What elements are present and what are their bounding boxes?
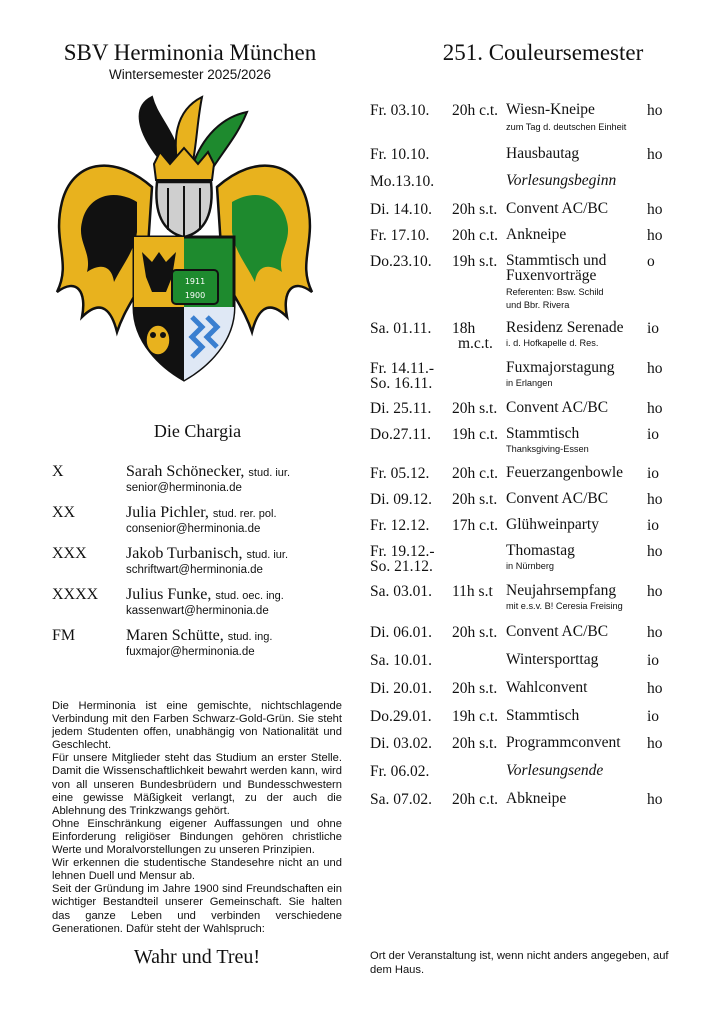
chargia-member-x [52, 463, 372, 503]
event-note: Referenten: Bsw. Schild [506, 287, 604, 297]
event-note: in Erlangen [506, 378, 553, 388]
event-title: Residenz Serenade [506, 319, 624, 336]
member-name: Jakob Turbanisch, [126, 545, 243, 562]
event-date: Fr. 19.12.- [370, 543, 435, 560]
member-email[interactable]: schriftwart@herminonia.de [126, 564, 263, 576]
crest-year-1: 1911 [184, 277, 206, 286]
event-title: Stammtisch [506, 425, 580, 442]
about-paragraph: Für unsere Mitglieder steht das Studium an erster Stelle. Damit die Wissenschaftlichkeit bewahrt werden kann, wird von all unseren Bundesbrüdern und Bundesschwestern eine gewisse Mäßigkeit verlangt, zu der auch die Ablehnung des Trinkzwangs gehört. [52, 752, 342, 817]
event-location: ho [647, 400, 663, 417]
event-row [370, 201, 670, 229]
event-title: Thomastag [506, 542, 575, 559]
about-text [52, 700, 342, 936]
event-row [370, 426, 670, 454]
event-date: Fr. 12.12. [370, 517, 430, 534]
event-location: o [647, 253, 655, 270]
event-time: 20h s.t. [452, 201, 498, 218]
event-location: ho [647, 735, 663, 752]
chargia-member-fm [52, 627, 372, 667]
event-title: Ankneipe [506, 226, 567, 243]
event-title: Neujahrsempfang [506, 582, 617, 599]
event-location: ho [647, 227, 663, 244]
member-study: stud. ing. [227, 631, 273, 643]
event-row [370, 652, 670, 680]
event-title: Vorlesungsbeginn [506, 172, 617, 189]
event-date: Di. 25.11. [370, 400, 432, 417]
about-paragraph: Wir erkennen die studentische Standesehre nicht an und lehnen Duell und Mensur ab. [52, 857, 342, 883]
event-time: 19h c.t. [452, 426, 499, 443]
event-row [370, 227, 670, 255]
event-title: Wahlconvent [506, 679, 588, 696]
event-date: Fr. 14.11.- [370, 360, 435, 377]
event-row [370, 465, 670, 493]
event-location: ho [647, 201, 663, 218]
event-note: Thanksgiving-Essen [506, 444, 589, 454]
event-location: ho [647, 583, 663, 600]
event-location: ho [647, 102, 663, 119]
event-time: 20h s.t. [452, 735, 498, 752]
event-row [370, 708, 670, 736]
member-name: Sarah Schönecker, [126, 463, 245, 480]
event-title: Wiesn-Kneipe [506, 101, 595, 118]
event-note: i. d. Hofkapelle d. Res. [506, 338, 599, 348]
rank-label: XX [52, 504, 76, 521]
event-note: zum Tag d. deutschen Einheit [506, 122, 627, 132]
crest-year-2: 1900 [184, 291, 206, 300]
chargia-member-xxxx [52, 586, 372, 626]
event-date: Sa. 10.01. [370, 652, 432, 669]
event-title: Feuerzangenbowle [506, 464, 624, 481]
footer-note: Ort der Veranstaltung ist, wenn nicht anders angegeben, auf dem Haus. [370, 950, 669, 976]
event-date: Di. 09.12. [370, 491, 432, 508]
event-row [370, 252, 670, 310]
member-study: stud. iur. [246, 549, 289, 561]
event-date-end: So. 16.11. [370, 375, 433, 392]
event-note-line-2: und Bbr. Rivera [506, 300, 570, 310]
event-note: mit e.s.v. B! Ceresia Freising [506, 601, 623, 611]
organization-title: SBV Herminonia München [63, 40, 317, 65]
member-email[interactable]: senior@herminonia.de [126, 482, 242, 494]
event-date: Fr. 05.12. [370, 465, 430, 482]
member-name: Julius Funke, [126, 586, 212, 603]
event-row [370, 624, 670, 652]
event-date: Fr. 17.10. [370, 227, 430, 244]
event-time: 20h c.t. [452, 791, 499, 808]
event-date: Di. 14.10. [370, 201, 432, 218]
event-time: 20h s.t. [452, 491, 498, 508]
rank-label: XXX [52, 545, 87, 562]
event-time: 18h [452, 320, 476, 337]
event-title: Glühweinparty [506, 516, 599, 533]
event-date: Fr. 06.02. [370, 763, 430, 780]
event-title-line-2: Fuxenvorträge [506, 267, 597, 284]
event-row [370, 102, 670, 130]
program-title: 251. Couleursemester [442, 40, 644, 65]
event-time: 11h s.t [452, 583, 493, 600]
event-location: io [647, 708, 660, 725]
event-date-end: So. 21.12. [370, 558, 433, 575]
event-title: Wintersporttag [506, 651, 599, 668]
event-title: Stammtisch und [506, 252, 607, 269]
event-row [370, 146, 670, 174]
motto: Wahr und Treu! [133, 946, 261, 968]
event-title: Convent AC/BC [506, 200, 609, 217]
event-date: Sa. 03.01. [370, 583, 432, 600]
event-location: io [647, 465, 660, 482]
event-row [370, 517, 670, 545]
event-location: ho [647, 360, 663, 377]
member-study: stud. rer. pol. [212, 508, 277, 520]
event-location: ho [647, 624, 663, 641]
event-date: Do.27.11. [370, 426, 431, 443]
event-date: Do.23.10. [370, 253, 432, 270]
member-email[interactable]: kassenwart@herminonia.de [126, 605, 269, 617]
event-time: 20h c.t. [452, 465, 499, 482]
chargia-member-xxx [52, 545, 372, 585]
event-title: Convent AC/BC [506, 623, 609, 640]
event-date: Di. 20.01. [370, 680, 432, 697]
event-date: Di. 06.01. [370, 624, 432, 641]
chargia-heading: Die Chargia [153, 421, 242, 441]
event-date: Di. 03.02. [370, 735, 432, 752]
event-date: Sa. 07.02. [370, 791, 432, 808]
member-name: Maren Schütte, [126, 627, 224, 644]
about-paragraph: Seit der Gründung im Jahre 1900 sind Freundschaften ein wichtiger Bestandteil unserer Gemeinschaft. Sie halten das ganze Leben und verbinden verschiedene Generationen. Dafür steht der Wahlspruch: [52, 883, 342, 935]
event-location: ho [647, 680, 663, 697]
event-date: Sa. 01.11. [370, 320, 432, 337]
event-date: Fr. 10.10. [370, 146, 430, 163]
member-email[interactable]: consenior@herminonia.de [126, 523, 261, 535]
event-date: Do.29.01. [370, 708, 432, 725]
event-date: Mo.13.10. [370, 173, 435, 190]
event-location: ho [647, 491, 663, 508]
event-location: io [647, 426, 660, 443]
event-title: Vorlesungsende [506, 762, 604, 779]
event-location: ho [647, 146, 663, 163]
event-row [370, 735, 670, 763]
rank-label: FM [52, 627, 76, 644]
event-title: Convent AC/BC [506, 399, 609, 416]
event-title: Hausbautag [506, 145, 580, 162]
chargia-member-xx [52, 504, 372, 544]
event-title: Abkneipe [506, 790, 567, 807]
event-row [370, 491, 670, 519]
event-location: io [647, 517, 660, 534]
event-title: Programmconvent [506, 734, 621, 751]
member-study: stud. iur. [248, 467, 290, 479]
event-location: io [647, 320, 660, 337]
member-study: stud. oec. ing. [215, 590, 284, 602]
event-time: 19h c.t. [452, 708, 499, 725]
event-time: 20h c.t. [452, 227, 499, 244]
member-name: Julia Pichler, [126, 504, 209, 521]
owl [146, 325, 170, 355]
event-time-line-2: m.c.t. [458, 335, 493, 352]
about-paragraph: Ohne Einschränkung eigener Auffassungen und ohne Einforderung religiöser Bindungen gehören christliche Werte und Moralvorstellungen zu unseren Prinzipien. [52, 817, 342, 857]
event-time: 17h c.t. [452, 517, 499, 534]
event-row [370, 763, 670, 791]
event-row [370, 680, 670, 708]
event-row [370, 583, 670, 611]
event-title: Convent AC/BC [506, 490, 609, 507]
event-row [370, 791, 670, 819]
event-time: 19h s.t. [452, 253, 498, 270]
coat-of-arms-icon [42, 92, 327, 392]
event-title: Stammtisch [506, 707, 580, 724]
rank-label: XXXX [52, 586, 99, 603]
event-time: 20h s.t. [452, 624, 498, 641]
event-date: Fr. 03.10. [370, 102, 430, 119]
event-title: Fuxmajorstagung [506, 359, 615, 376]
event-row [370, 400, 670, 428]
about-paragraph: Die Herminonia ist eine gemischte, nichtschlagende Verbindung mit den Farben Schwarz-Gold-Grün. Sie steht jedem Studenten offen, unabhängig von Nationalität und Geschlecht. [52, 700, 342, 752]
event-location: ho [647, 791, 663, 808]
event-row [370, 359, 670, 392]
event-time: 20h c.t. [452, 102, 499, 119]
event-time: 20h s.t. [452, 400, 498, 417]
event-location: io [647, 652, 660, 669]
event-row [370, 319, 670, 352]
event-row [370, 173, 670, 201]
event-time: 20h s.t. [452, 680, 498, 697]
rank-label: X [52, 463, 64, 480]
event-location: ho [647, 543, 663, 560]
event-note: in Nürnberg [506, 561, 555, 571]
member-email[interactable]: fuxmajor@herminonia.de [126, 646, 255, 658]
event-row [370, 542, 670, 575]
semester-label: Wintersemester 2025/2026 [108, 67, 272, 82]
